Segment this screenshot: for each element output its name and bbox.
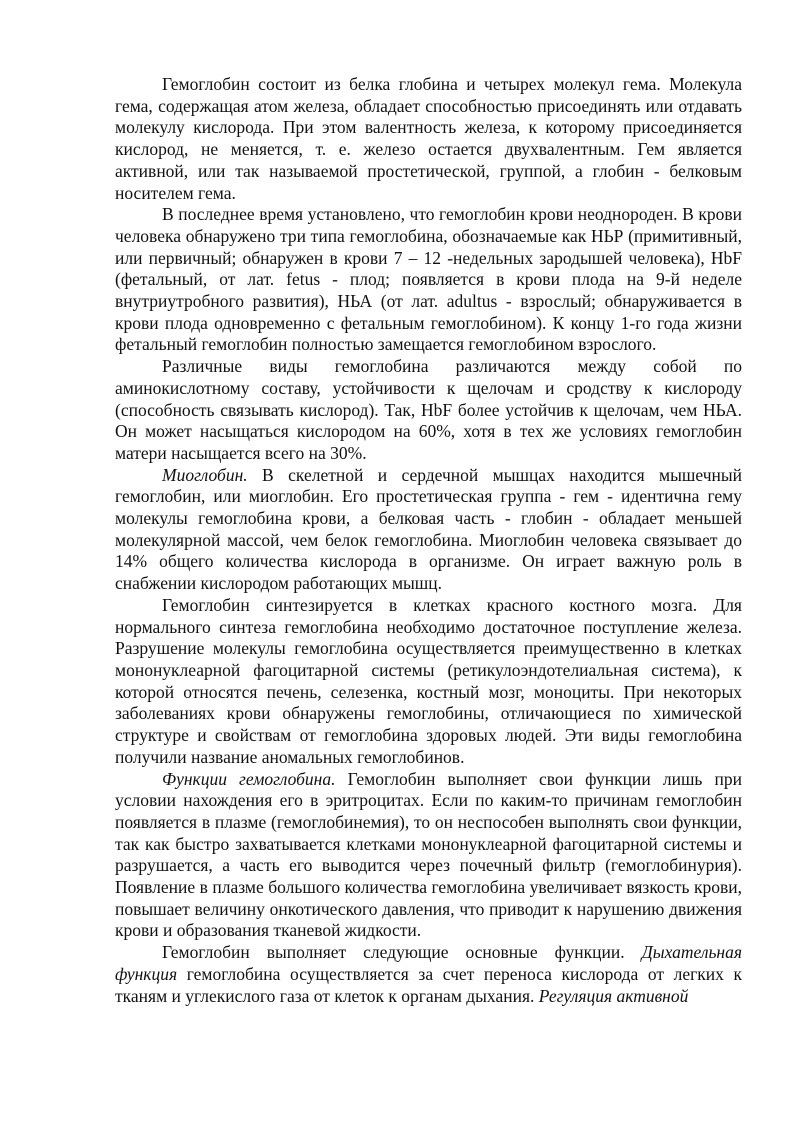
paragraph-hemoglobin-synthesis [115,595,742,769]
paragraph-main-functions [115,942,742,1007]
paragraph-text: Гемоглобин выполняет следующие основные функции. [162,942,642,963]
paragraph-text-continued: гемоглобина осуществляется за счет переноса кислорода от легких к тканям и углекислого газа от клеток к органам дыхания. [115,963,742,1006]
paragraph-myoglobin [115,465,742,595]
paragraph-text: Гемоглобин синтезируется в клетках красного костного мозга. Для нормального синтеза гемоглобина необходимо достаточное поступление железа. Разрушение молекулы гемоглобина осуществляется преимущественно в клетках мононуклеарной фагоцитарной системы (ретикулоэндотелиальная система), к которой относятся печень, селезенка, костный мозг, моноциты. При некоторых заболеваниях крови обнаружены гемоглобины, отличающиеся по химической структуре и свойствам от гемоглобина здоровых людей. Эти виды гемоглобина получили название аномальных гемоглобинов. [115,594,742,767]
paragraph-hemoglobin-structure [115,74,742,204]
section-lead-myoglobin: Миоглобин. [162,464,248,485]
term-respiratory-function: Дыхательная функция [115,942,742,984]
paragraph-text: Гемоглобин состоит из белка глобина и четырех молекул гема. Молекула гема, содержащая атом железа, обладает способностью присоединять или отдавать молекулу кислорода. При этом валентность железа, к которому присоединяется кислород, не меняется, т. е. железо остается двухвалентным. Гем является активной, или так называемой простетической, группой, а глобин - белковым носителем гема. [115,74,742,203]
paragraph-hemoglobin-differences [115,356,742,465]
paragraph-text: Гемоглобин выполняет свои функции лишь при условии нахождения его в эритроцитах. Если по каким-то причинам гемоглобин появляется в плазме (гемоглобинемия), то он неспособен выполнять свои функции, так как быстро захватывается клетками мононуклеарной фагоцитарной системы и разрушается, а часть его выводится через почечный фильтр (гемоглобинурия). Появление в плазме большого количества гемоглобина увеличивает вязкость крови, повышает величину онкотического давления, что приводит к нарушению движения крови и образования тканевой жидкости. [115,768,742,941]
paragraph-text: В скелетной и сердечной мышцах находится мышечный гемоглобин, или миоглобин. Его простетическая группа - гем - идентична гему молекулы гемоглобина крови, а белковая часть - глобин - обладает меньшей молекулярной массой, чем белок гемоглобина. Миоглобин человека связывает до 14% общего количества кислорода в организме. Он играет важную роль в снабжении кислородом работающих мышц. [115,464,742,594]
paragraph-text: В последнее время установлено, что гемоглобин крови неоднороден. В крови человека обнаружено три типа гемоглобина, обозначаемые как НЬР (примитивный, или первичный; обнаружен в крови 7 – 12 -недельных зародышей человека), HbF (фетальный, от лат. fetus - плод; появляется в крови плода на 9-й неделе внутриутробного развития), НЬА (от лат. adultus - взрослый; обнаруживается в крови плода одновременно с фетальным гемоглобином). К концу 1-го года жизни фетальный гемоглобин полностью замещается гемоглобином взрослого. [115,204,742,355]
paragraph-text: Различные виды гемоглобина различаются между собой по аминокислотному составу, устойчивости к щелочам и сродству к кислороду (способность связывать кислород). Так, HbF более устойчив к щелочам, чем НЬА. Он может насыщаться кислородом на 60%, хотя в тех же условиях гемоглобин матери насыщается всего на 30%. [115,356,742,463]
term-regulation: Регуляция активной [538,985,689,1006]
paragraph-hemoglobin-functions [115,769,742,943]
section-lead-functions: Функции гемоглобина. [162,768,336,789]
paragraph-hemoglobin-types [115,204,742,356]
document-page [115,74,742,1007]
